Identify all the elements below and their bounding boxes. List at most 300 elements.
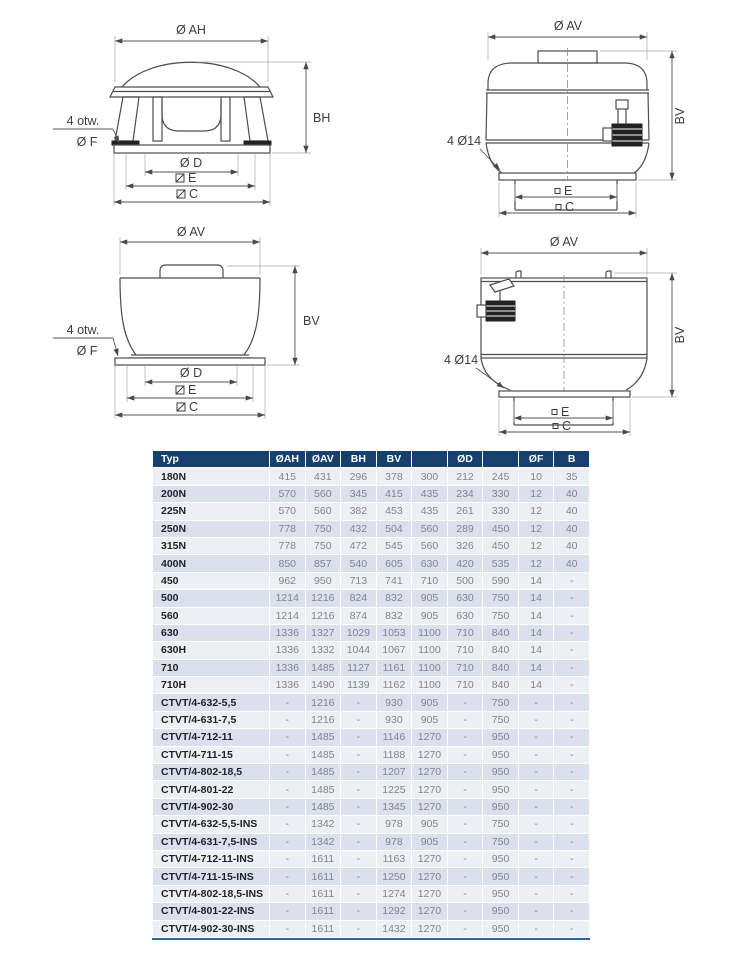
value-cell: 560: [306, 486, 341, 502]
value-cell: 14: [519, 608, 554, 624]
table-row: [153, 642, 589, 658]
value-cell: 857: [306, 555, 341, 571]
value-cell: 750: [483, 712, 518, 728]
value-cell: 978: [377, 816, 412, 832]
drawing-cylindrical-roof-fan: [430, 228, 750, 448]
fan-skirt: [481, 358, 510, 390]
value-cell: 778: [270, 521, 305, 537]
value-cell: 330: [483, 503, 518, 519]
value-cell: 212: [448, 468, 483, 484]
value-cell: 930: [377, 712, 412, 728]
value-cell: -: [519, 729, 554, 745]
value-cell: 950: [306, 573, 341, 589]
holes-count-label: 4 Ø14: [443, 353, 479, 367]
value-cell: -: [448, 886, 483, 902]
value-cell: -: [341, 921, 376, 937]
dim-label-e: E: [561, 405, 570, 419]
value-cell: 1485: [306, 781, 341, 797]
value-cell: 10: [519, 468, 554, 484]
value-cell: 1163: [377, 851, 412, 867]
fan-leg-left: [115, 97, 139, 141]
value-cell: 14: [519, 677, 554, 693]
type-cell: 560: [153, 608, 269, 624]
value-cell: 1342: [306, 816, 341, 832]
value-cell: 245: [483, 468, 518, 484]
value-cell: 950: [483, 729, 518, 745]
dim-label-e: E: [188, 383, 197, 397]
value-cell: -: [270, 834, 305, 850]
table-row: [153, 816, 589, 832]
value-cell: 832: [377, 608, 412, 624]
table-row: [153, 712, 589, 728]
value-cell: 300: [412, 468, 447, 484]
dim-label-av: Ø AV: [553, 19, 583, 33]
column-header: ØF: [519, 451, 554, 467]
dim-label-bv: BV: [673, 326, 687, 344]
value-cell: 750: [483, 590, 518, 606]
value-cell: -: [519, 712, 554, 728]
value-cell: 840: [483, 660, 518, 676]
table-row: [153, 608, 589, 624]
value-cell: 14: [519, 590, 554, 606]
value-cell: 778: [270, 538, 305, 554]
value-cell: 710: [448, 625, 483, 641]
value-cell: 1270: [412, 729, 447, 745]
value-cell: 1270: [412, 886, 447, 902]
value-cell: 14: [519, 625, 554, 641]
value-cell: 1214: [270, 608, 305, 624]
value-cell: -: [519, 747, 554, 763]
table-row: [153, 677, 589, 693]
value-cell: -: [554, 625, 589, 641]
value-cell: 1162: [377, 677, 412, 693]
type-cell: CTVT/4-711-15-INS: [153, 868, 269, 884]
value-cell: 1485: [306, 799, 341, 815]
value-cell: 560: [412, 521, 447, 537]
value-cell: -: [270, 903, 305, 919]
value-cell: 1270: [412, 781, 447, 797]
value-cell: -: [341, 729, 376, 745]
value-cell: -: [448, 694, 483, 710]
dim-label-bh: BH: [313, 111, 331, 125]
lifting-hook: [606, 271, 611, 278]
value-cell: -: [270, 799, 305, 815]
type-cell: 500: [153, 590, 269, 606]
type-cell: 710: [153, 660, 269, 676]
value-cell: 750: [483, 816, 518, 832]
type-cell: 400N: [153, 555, 269, 571]
value-cell: 1216: [306, 608, 341, 624]
value-cell: -: [554, 747, 589, 763]
value-cell: -: [270, 921, 305, 937]
column-header: [412, 451, 447, 467]
value-cell: -: [448, 868, 483, 884]
value-cell: 1345: [377, 799, 412, 815]
value-cell: -: [270, 747, 305, 763]
value-cell: 1127: [341, 660, 376, 676]
square-symbol: [556, 205, 561, 210]
value-cell: 415: [270, 468, 305, 484]
value-cell: 630: [448, 590, 483, 606]
value-cell: 420: [448, 555, 483, 571]
value-cell: 905: [412, 816, 447, 832]
square-symbol: [555, 189, 560, 194]
value-cell: -: [270, 851, 305, 867]
table-row: [153, 521, 589, 537]
value-cell: 710: [448, 677, 483, 693]
table-row: [153, 781, 589, 797]
value-cell: 570: [270, 486, 305, 502]
value-cell: 832: [377, 590, 412, 606]
value-cell: 12: [519, 486, 554, 502]
value-cell: -: [554, 590, 589, 606]
value-cell: 1485: [306, 747, 341, 763]
type-cell: CTVT/4-902-30: [153, 799, 269, 815]
value-cell: 35: [554, 468, 589, 484]
value-cell: -: [554, 642, 589, 658]
dim-label-c: C: [189, 187, 199, 201]
value-cell: 1270: [412, 747, 447, 763]
value-cell: -: [448, 781, 483, 797]
type-cell: CTVT/4-801-22-INS: [153, 903, 269, 919]
value-cell: 905: [412, 608, 447, 624]
value-cell: 500: [448, 573, 483, 589]
value-cell: -: [554, 764, 589, 780]
value-cell: -: [448, 851, 483, 867]
value-cell: -: [554, 886, 589, 902]
value-cell: 450: [483, 538, 518, 554]
value-cell: 1342: [306, 834, 341, 850]
dim-label-av: Ø AV: [549, 235, 579, 249]
value-cell: 1336: [270, 677, 305, 693]
value-cell: -: [519, 764, 554, 780]
value-cell: 504: [377, 521, 412, 537]
type-cell: CTVT/4-712-11-INS: [153, 851, 269, 867]
value-cell: 540: [341, 555, 376, 571]
value-cell: -: [270, 781, 305, 797]
value-cell: 1274: [377, 886, 412, 902]
table-row: [153, 799, 589, 815]
holes-diameter-label: Ø F: [76, 135, 98, 149]
value-cell: -: [341, 799, 376, 815]
value-cell: 1139: [341, 677, 376, 693]
column-header: BH: [341, 451, 376, 467]
value-cell: 1611: [306, 886, 341, 902]
value-cell: -: [448, 921, 483, 937]
value-cell: -: [341, 694, 376, 710]
value-cell: 850: [270, 555, 305, 571]
value-cell: 950: [483, 921, 518, 937]
value-cell: 261: [448, 503, 483, 519]
type-cell: CTVT/4-712-11: [153, 729, 269, 745]
value-cell: 1216: [306, 694, 341, 710]
column-header: BV: [377, 451, 412, 467]
value-cell: 330: [483, 486, 518, 502]
table-row: [153, 764, 589, 780]
value-cell: 950: [483, 747, 518, 763]
value-cell: -: [341, 834, 376, 850]
fan-venturi: [162, 100, 221, 131]
value-cell: 590: [483, 573, 518, 589]
value-cell: 382: [341, 503, 376, 519]
value-cell: -: [519, 816, 554, 832]
value-cell: -: [341, 747, 376, 763]
value-cell: 1485: [306, 729, 341, 745]
type-cell: CTVT/4-802-18,5-INS: [153, 886, 269, 902]
value-cell: 713: [341, 573, 376, 589]
type-cell: 450: [153, 573, 269, 589]
value-cell: -: [554, 677, 589, 693]
value-cell: 1611: [306, 851, 341, 867]
dim-label-e: E: [564, 184, 573, 198]
table-body: [153, 468, 589, 937]
value-cell: 431: [306, 468, 341, 484]
value-cell: 1270: [412, 868, 447, 884]
dim-label-av: Ø AV: [176, 225, 206, 239]
square-diagonal-symbol: [176, 386, 184, 394]
value-cell: -: [448, 799, 483, 815]
value-cell: 472: [341, 538, 376, 554]
value-cell: 1207: [377, 764, 412, 780]
value-cell: -: [554, 573, 589, 589]
value-cell: 950: [483, 781, 518, 797]
value-cell: 710: [448, 660, 483, 676]
value-cell: 415: [377, 486, 412, 502]
value-cell: 750: [306, 538, 341, 554]
value-cell: 1327: [306, 625, 341, 641]
value-cell: 1611: [306, 868, 341, 884]
value-cell: 1100: [412, 642, 447, 658]
value-cell: -: [519, 886, 554, 902]
value-cell: 605: [377, 555, 412, 571]
value-cell: 950: [483, 764, 518, 780]
dim-label-d: Ø D: [179, 366, 203, 380]
value-cell: 289: [448, 521, 483, 537]
value-cell: -: [554, 712, 589, 728]
value-cell: -: [554, 816, 589, 832]
value-cell: 1485: [306, 764, 341, 780]
column-header: ØAV: [306, 451, 341, 467]
value-cell: -: [519, 834, 554, 850]
value-cell: 905: [412, 834, 447, 850]
drawing-vertical-roof-fan-small: [25, 225, 355, 445]
value-cell: -: [519, 903, 554, 919]
column-header: ØD: [448, 451, 483, 467]
value-cell: 1146: [377, 729, 412, 745]
table-row: [153, 729, 589, 745]
dim-label-d: Ø D: [179, 156, 203, 170]
fan-leg-right: [244, 97, 268, 141]
value-cell: -: [554, 868, 589, 884]
value-cell: 545: [377, 538, 412, 554]
type-cell: 250N: [153, 521, 269, 537]
value-cell: 1216: [306, 590, 341, 606]
column-header: B: [554, 451, 589, 467]
value-cell: 824: [341, 590, 376, 606]
value-cell: 950: [483, 903, 518, 919]
value-cell: -: [554, 660, 589, 676]
value-cell: -: [341, 781, 376, 797]
value-cell: 840: [483, 677, 518, 693]
value-cell: 905: [412, 590, 447, 606]
value-cell: 630: [448, 608, 483, 624]
value-cell: 535: [483, 555, 518, 571]
value-cell: 905: [412, 694, 447, 710]
value-cell: 40: [554, 503, 589, 519]
column-header: ØAH: [270, 451, 305, 467]
value-cell: 14: [519, 642, 554, 658]
value-cell: -: [519, 799, 554, 815]
value-cell: 710: [448, 642, 483, 658]
table-row: [153, 694, 589, 710]
holes-count-label: 4 Ø14: [446, 134, 482, 148]
table-row: [153, 886, 589, 902]
value-cell: 1161: [377, 660, 412, 676]
value-cell: 1067: [377, 642, 412, 658]
table-row: [153, 625, 589, 641]
dimensions-table: [152, 450, 590, 940]
value-cell: 450: [483, 521, 518, 537]
table-row: [153, 468, 589, 484]
value-cell: 750: [483, 608, 518, 624]
square-symbol: [552, 410, 557, 415]
drawing-vertical-roof-fan-large: [430, 12, 750, 234]
value-cell: -: [554, 921, 589, 937]
value-cell: -: [270, 886, 305, 902]
value-cell: -: [448, 747, 483, 763]
value-cell: 14: [519, 660, 554, 676]
value-cell: -: [270, 694, 305, 710]
type-cell: CTVT/4-802-18,5: [153, 764, 269, 780]
table-row: [153, 590, 589, 606]
table-row: [153, 903, 589, 919]
square-diagonal-symbol: [177, 190, 185, 198]
fan-base-plate: [115, 358, 265, 365]
value-cell: 930: [377, 694, 412, 710]
dim-label-e: E: [188, 171, 197, 185]
table-row: [153, 486, 589, 502]
value-cell: -: [448, 834, 483, 850]
value-cell: -: [341, 886, 376, 902]
value-cell: 1611: [306, 903, 341, 919]
value-cell: -: [341, 764, 376, 780]
value-cell: -: [554, 834, 589, 850]
square-diagonal-symbol: [176, 174, 184, 182]
value-cell: 962: [270, 573, 305, 589]
motor-assembly: [603, 100, 642, 146]
value-cell: 234: [448, 486, 483, 502]
value-cell: 40: [554, 486, 589, 502]
value-cell: 710: [412, 573, 447, 589]
column-header: [483, 451, 518, 467]
value-cell: 1216: [306, 712, 341, 728]
table-row: [153, 555, 589, 571]
value-cell: 1214: [270, 590, 305, 606]
value-cell: 750: [483, 834, 518, 850]
value-cell: -: [341, 816, 376, 832]
value-cell: 741: [377, 573, 412, 589]
value-cell: -: [519, 781, 554, 797]
value-cell: -: [519, 921, 554, 937]
value-cell: 296: [341, 468, 376, 484]
value-cell: 570: [270, 503, 305, 519]
value-cell: 1053: [377, 625, 412, 641]
drawing-horizontal-roof-fan: [25, 20, 345, 235]
value-cell: 1188: [377, 747, 412, 763]
dim-label-bv: BV: [303, 314, 320, 328]
table-header-row: [153, 451, 589, 467]
dim-label-bv: BV: [673, 107, 687, 125]
type-cell: CTVT/4-631-7,5-INS: [153, 834, 269, 850]
value-cell: 1250: [377, 868, 412, 884]
value-cell: -: [448, 903, 483, 919]
table-row: [153, 538, 589, 554]
value-cell: 432: [341, 521, 376, 537]
type-cell: 200N: [153, 486, 269, 502]
type-cell: CTVT/4-902-30-INS: [153, 921, 269, 937]
value-cell: 326: [448, 538, 483, 554]
value-cell: 1100: [412, 677, 447, 693]
value-cell: 345: [341, 486, 376, 502]
value-cell: 1485: [306, 660, 341, 676]
value-cell: -: [270, 712, 305, 728]
type-cell: CTVT/4-801-22: [153, 781, 269, 797]
value-cell: 1270: [412, 764, 447, 780]
value-cell: 1292: [377, 903, 412, 919]
type-cell: 710H: [153, 677, 269, 693]
value-cell: 1611: [306, 921, 341, 937]
value-cell: 750: [306, 521, 341, 537]
table-row: [153, 573, 589, 589]
type-cell: CTVT/4-632-5,5: [153, 694, 269, 710]
value-cell: 1225: [377, 781, 412, 797]
value-cell: 1270: [412, 851, 447, 867]
value-cell: 978: [377, 834, 412, 850]
value-cell: 1490: [306, 677, 341, 693]
value-cell: 630: [412, 555, 447, 571]
value-cell: 950: [483, 799, 518, 815]
table-row: [153, 868, 589, 884]
value-cell: 1336: [270, 660, 305, 676]
type-cell: 180N: [153, 468, 269, 484]
value-cell: -: [554, 608, 589, 624]
value-cell: 1332: [306, 642, 341, 658]
table-row: [153, 503, 589, 519]
holes-diameter-label: Ø F: [76, 344, 98, 358]
table-row: [153, 921, 589, 937]
dim-label-ah: Ø AH: [176, 23, 206, 37]
value-cell: 1270: [412, 903, 447, 919]
column-header-typ: Typ: [153, 451, 269, 467]
value-cell: 874: [341, 608, 376, 624]
value-cell: -: [519, 694, 554, 710]
value-cell: 1432: [377, 921, 412, 937]
value-cell: -: [448, 764, 483, 780]
fan-cap: [160, 265, 223, 278]
value-cell: -: [448, 816, 483, 832]
dim-label-c: C: [189, 400, 199, 414]
table-row: [153, 660, 589, 676]
value-cell: -: [554, 851, 589, 867]
value-cell: -: [519, 868, 554, 884]
value-cell: -: [341, 868, 376, 884]
value-cell: 40: [554, 555, 589, 571]
type-cell: CTVT/4-711-15: [153, 747, 269, 763]
holes-count-label: 4 otw.: [66, 323, 100, 337]
dim-label-c: C: [562, 419, 572, 433]
type-cell: 315N: [153, 538, 269, 554]
value-cell: 750: [483, 694, 518, 710]
